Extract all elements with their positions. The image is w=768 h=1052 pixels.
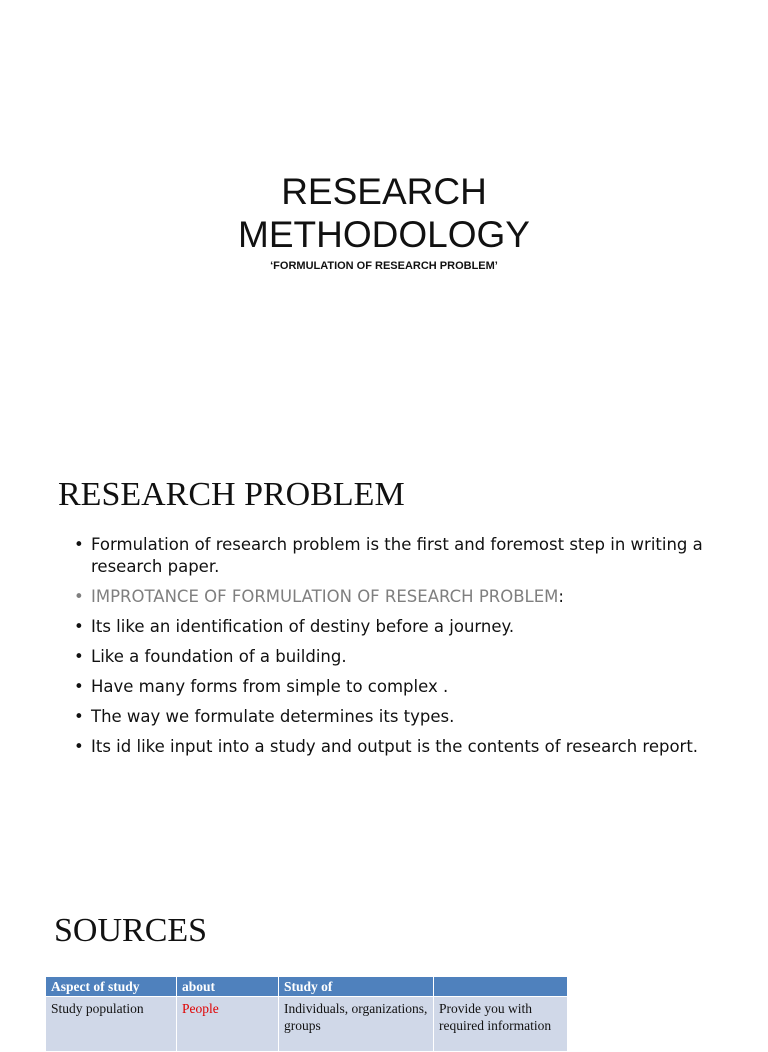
- bullet-suffix: :: [558, 587, 564, 606]
- bullet-icon: •: [74, 647, 84, 666]
- bullet-item: [74, 534, 724, 578]
- table-header-cell: about: [177, 977, 279, 997]
- table-header-row: [46, 977, 568, 997]
- table-header-cell: Aspect of study: [46, 977, 177, 997]
- bullet-icon: •: [74, 737, 84, 756]
- research-problem-heading: RESEARCH PROBLEM: [58, 476, 405, 513]
- table-cell: People: [177, 997, 279, 1052]
- table-cell: Study population: [46, 997, 177, 1052]
- main-title-line-2: METHODOLOGY: [238, 214, 530, 255]
- bullet-item: [74, 616, 724, 638]
- bullet-text: Have many forms from simple to complex .: [91, 677, 449, 696]
- bullet-text: Like a foundation of a building.: [91, 647, 347, 666]
- sources-heading: SOURCES: [54, 912, 208, 949]
- bullet-item: [74, 706, 724, 728]
- main-title-line-1: RESEARCH: [281, 171, 487, 212]
- table-row: [46, 997, 568, 1052]
- title-block: [0, 170, 768, 272]
- table-header-cell: Study of: [279, 977, 434, 997]
- table-cell: Individuals, organizations, groups: [279, 997, 434, 1052]
- bullet-icon: •: [74, 535, 84, 554]
- subtitle: ‘FORMULATION OF RESEARCH PROBLEM’: [270, 260, 498, 272]
- bullet-text: Its id like input into a study and output is the contents of research report.: [91, 737, 699, 756]
- sources-table: [45, 976, 568, 1052]
- table-cell: Provide you with required information: [434, 997, 568, 1052]
- bullet-item: [74, 736, 724, 758]
- bullet-icon: •: [74, 707, 84, 726]
- bullet-list: [74, 534, 724, 766]
- bullet-item: [74, 646, 724, 668]
- bullet-icon: •: [74, 617, 84, 636]
- bullet-icon: •: [74, 677, 84, 696]
- bullet-text: Its like an identification of destiny before a journey.: [91, 617, 515, 636]
- bullet-text: Formulation of research problem is the first and foremost step in writing a research paper.: [91, 535, 703, 576]
- bullet-icon: •: [74, 587, 84, 606]
- bullet-text: IMPROTANCE OF FORMULATION OF RESEARCH PROBLEM: [91, 587, 559, 606]
- bullet-text: The way we formulate determines its types.: [91, 707, 455, 726]
- bullet-item: [74, 676, 724, 698]
- bullet-item-highlight: [74, 586, 724, 608]
- table-header-cell: [434, 977, 568, 997]
